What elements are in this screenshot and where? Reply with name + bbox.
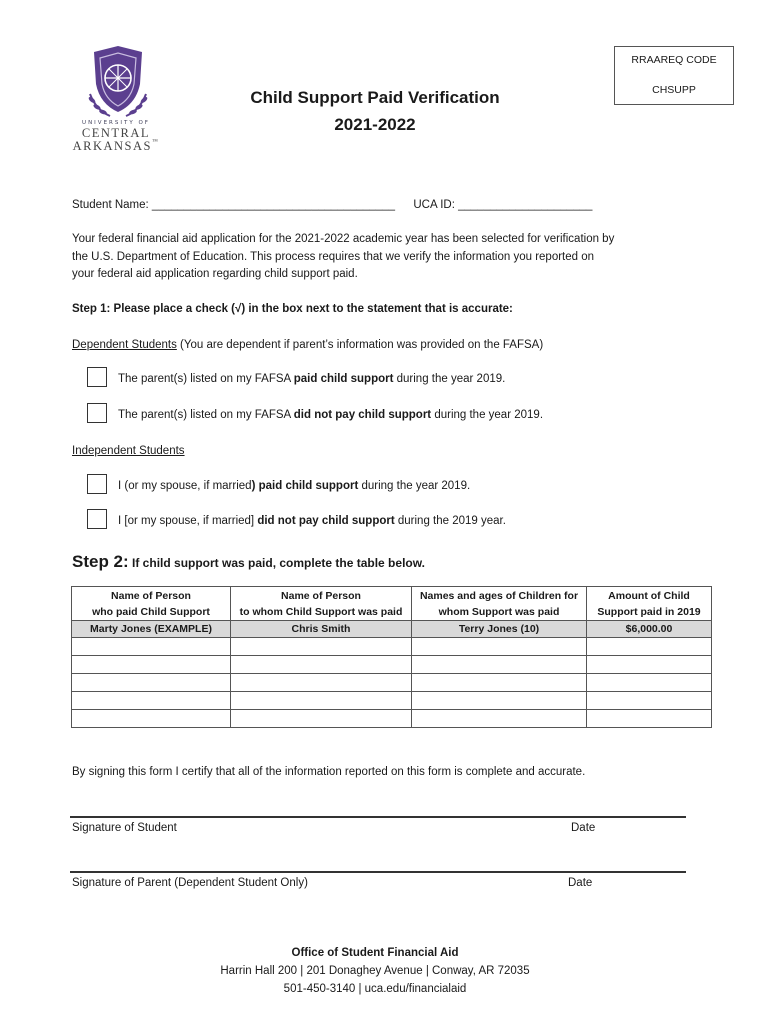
intro-line: Your federal financial aid application for the 2021-2022 academic year has been selected for verification by [72,233,615,245]
table-cell[interactable] [72,674,231,692]
table-cell[interactable] [412,638,587,656]
table-cell[interactable] [587,656,712,674]
certification-statement: By signing this form I certify that all of the information reported on this form is complete and accurate. [72,766,586,778]
col-header-children: Names and ages of Children for whom Support was paid [412,587,587,621]
uca-id-label: UCA ID: [413,199,455,211]
independent-heading: Independent Students [72,445,185,457]
student-info-row [72,197,712,215]
table-cell[interactable] [587,674,712,692]
dependent-note: (You are dependent if parent’s information was provided on the FAFSA) [176,339,544,351]
table-cell[interactable] [72,710,231,728]
col-header-amount: Amount of Child Support paid in 2019 [587,587,712,621]
table-row [72,692,712,710]
table-cell[interactable] [231,638,412,656]
footer-contact: 501-450-3140 | uca.edu/financialaid [283,983,467,995]
step2-instruction [72,552,712,572]
logo-arkansas: ARKANSAS™ [72,139,160,153]
table-cell[interactable] [587,692,712,710]
student-signature-label: Signature of Student [72,822,177,834]
table-cell[interactable] [412,710,587,728]
col-header-recipient: Name of Person to whom Child Support was paid [231,587,412,621]
col-header-payer: Name of Person who paid Child Support [72,587,231,621]
table-row [72,638,712,656]
student-name-field[interactable]: ______________________________________ [151,199,395,211]
table-cell[interactable] [72,656,231,674]
example-amount: $6,000.00 [587,621,712,638]
rraareq-code-box [614,46,734,105]
code-value: CHSUPP [652,84,696,96]
example-children: Terry Jones (10) [412,621,587,638]
table-example-row [72,621,712,638]
dependent-heading: Dependent Students [72,339,177,351]
form-title: Child Support Paid Verification [250,88,500,107]
option-dependent-paid: The parent(s) listed on my FAFSA paid child support during the year 2019. [118,373,506,385]
checkbox-dependent-paid[interactable] [87,367,107,387]
checkbox-independent-not-paid[interactable] [87,509,107,529]
table-cell[interactable] [231,674,412,692]
dependent-heading-row [72,337,712,355]
option-independent-not-paid: I [or my spouse, if married] did not pay child support during the 2019 year. [118,515,506,527]
example-payer: Marty Jones (EXAMPLE) [72,621,231,638]
option-independent-paid: I (or my spouse, if married) paid child support during the year 2019. [118,480,471,492]
table-cell[interactable] [72,638,231,656]
step2-label: Step 2: [72,552,129,571]
uca-id-field[interactable]: _____________________ [458,199,593,211]
logo-central: CENTRAL [81,126,151,140]
footer-address: Harrin Hall 200 | 201 Donaghey Avenue | Conway, AR 72035 [220,965,530,977]
footer [150,944,600,998]
checkbox-dependent-not-paid[interactable] [87,403,107,423]
table-cell[interactable] [231,710,412,728]
intro-line: your federal aid application regarding child support paid. [72,268,358,280]
table-row [72,674,712,692]
table-cell[interactable] [587,638,712,656]
table-cell[interactable] [412,656,587,674]
table-header-row [72,587,712,621]
student-name-label: Student Name: [72,199,149,211]
child-support-table [71,586,712,728]
student-date-label: Date [571,822,596,834]
table-cell[interactable] [412,674,587,692]
step2-text: If child support was paid, complete the table below. [128,556,425,570]
table-cell[interactable] [231,692,412,710]
option-dependent-not-paid: The parent(s) listed on my FAFSA did not pay child support during the year 2019. [118,409,544,421]
form-year: 2021-2022 [334,115,416,134]
checkbox-independent-paid[interactable] [87,474,107,494]
intro-line: the U.S. Department of Education. This process requires that we verify the information you reported on [72,250,595,263]
page-title [200,84,550,138]
table-row [72,656,712,674]
student-signature-line[interactable] [70,816,686,818]
table-cell[interactable] [412,692,587,710]
code-label: RRAAREQ CODE [631,54,717,66]
parent-signature-label: Signature of Parent (Dependent Student Only) [72,877,308,889]
table-row [72,710,712,728]
table-cell[interactable] [587,710,712,728]
footer-office: Office of Student Financial Aid [291,947,459,959]
logo-university-of: UNIVERSITY OF [82,120,150,126]
parent-signature-line[interactable] [70,871,686,873]
intro-paragraph [72,231,712,284]
example-recipient: Chris Smith [231,621,412,638]
table-cell[interactable] [72,692,231,710]
step1-instruction: Step 1: Please place a check (√) in the box next to the statement that is accurate: [72,303,513,315]
table-cell[interactable] [231,656,412,674]
parent-date-label: Date [568,877,593,889]
